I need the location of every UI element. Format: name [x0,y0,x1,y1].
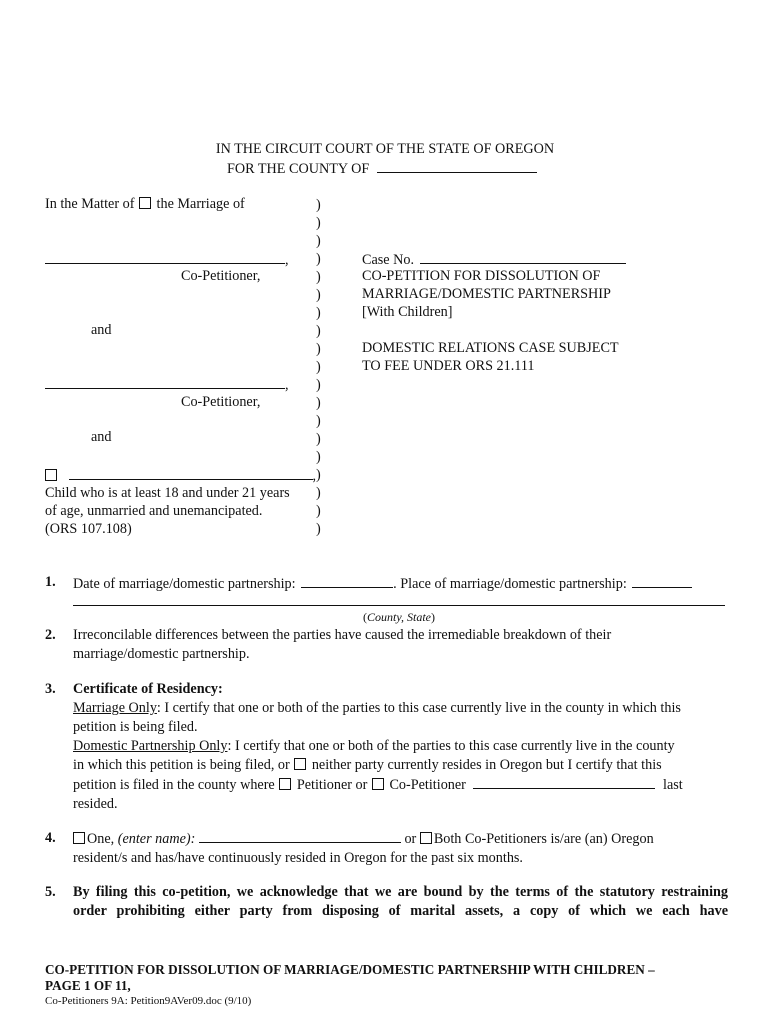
county-state-caption [73,609,725,626]
item-4-line-2: resident/s and has/have continuously resided in Oregon for the past six months. [73,850,523,866]
co-petitioner-checkbox[interactable] [372,778,384,790]
marriage-only-text: : I certify that one or both of the parties to this case currently live in the county in which this [156,700,681,716]
one-label: One, [87,831,118,847]
resident-name-field[interactable] [199,829,401,843]
or-label: or [400,831,420,847]
marriage-place-field-2[interactable] [73,590,725,606]
child-desc-1: Child who is at least 18 and under 21 years [45,485,290,501]
paren: ) [316,503,321,519]
domestic-partnership-text: : I certify that one or both of the parties to this case currently live in the county [227,738,675,754]
child-desc-2: of age, unmarried and unemancipated. [45,503,263,519]
document-title-2: MARRIAGE/DOMESTIC PARTNERSHIP [362,286,611,302]
child-name-line: , [45,466,316,485]
paren: ) [316,215,321,231]
paren: ) [316,413,321,429]
paren: ) [316,485,321,501]
item-2-line-2: marriage/domestic partnership. [73,646,250,662]
county-state-text: County, State [367,610,431,624]
case-number-line [362,250,626,269]
item-4-text [73,829,728,868]
county-field[interactable] [377,159,537,173]
enter-name-label: (enter name): [117,831,196,847]
paren: ) [316,251,321,267]
and-label-2: and [91,429,112,445]
paren: ) [316,287,321,303]
paren: ) [316,431,321,447]
item-2-number: 2. [45,627,56,643]
co-petitioner-1-name-line[interactable]: , [45,250,289,269]
item-5-text [73,883,728,921]
footer-doc-id: Co-Petitioners 9A: Petition9AVer09.doc (9/10) [45,995,252,1007]
case-no-label: Case No. [362,252,415,268]
co-petitioner-2-name-field[interactable] [45,375,285,389]
item-4-number: 4. [45,830,56,846]
dp-line-2-b: neither party currently resides in Oregon but I certify that this [311,757,662,773]
item-2-text [73,626,728,664]
paren: ) [316,233,321,249]
neither-party-checkbox[interactable] [294,758,306,770]
item-3-number: 3. [45,681,56,697]
paren: ) [316,197,321,213]
item-2-line-1: Irreconcilable differences between the parties have caused the irremediable breakdown of their [73,627,612,643]
document-title-3: [With Children] [362,304,453,320]
document-title-1: CO-PETITION FOR DISSOLUTION OF [362,268,601,284]
co-petitioner-1-name-field[interactable] [45,250,285,264]
footer-title-2: PAGE 1 OF 11, [45,978,131,993]
domestic-partnership-only-heading: Domestic Partnership Only [73,738,228,754]
fee-notice-1: DOMESTIC RELATIONS CASE SUBJECT [362,340,619,356]
item-5-line-1: By filing this co-petition, we acknowledge that we are bound by the terms of the statutory restraining [73,884,728,900]
county-label: FOR THE COUNTY OF [227,161,370,177]
dp-line-3-d: last [663,777,683,793]
co-petitioner-2-label: Co-Petitioner, [181,394,261,410]
both-label: Both Co-Petitioners is/are (an) Oregon [433,831,654,847]
paren: ) [316,359,321,375]
child-name-field[interactable] [69,466,313,480]
county-line [227,159,537,178]
paren: ) [316,341,321,357]
marriage-only-text-2: petition is being filed. [73,719,198,735]
last-resided-field[interactable] [473,775,655,789]
item-5-number: 5. [45,884,56,900]
both-copetitioners-checkbox[interactable] [420,832,432,844]
marriage-date-field[interactable] [301,574,393,588]
and-label-1: and [91,322,112,338]
in-matter-of-line [45,196,245,213]
co-petitioner-1-label: Co-Petitioner, [181,268,261,284]
dp-line-3-b: Petitioner or [296,777,368,793]
paren: ) [316,323,321,339]
item-3-text [73,680,728,814]
court-heading: IN THE CIRCUIT COURT OF THE STATE OF OREGON [215,141,555,157]
paren: ) [316,305,321,321]
item-5-line-2: order prohibiting either party from disposing of marital assets, a copy of which we each have [73,903,728,919]
child-desc-3: (ORS 107.108) [45,521,132,537]
item-1-number: 1. [45,574,56,590]
dp-line-3-a: petition is filed in the county where [73,777,275,793]
petitioner-checkbox[interactable] [279,778,291,790]
in-matter-of-label: In the Matter of [45,196,135,212]
county-state-open: ( [363,610,367,624]
marriage-date-label: Date of marriage/domestic partnership: [73,576,296,592]
co-petitioner-2-name-line[interactable]: , [45,375,289,394]
county-state-close: ) [431,610,435,624]
dp-line-4: resided. [73,796,118,812]
dp-line-3-c: Co-Petitioner [389,777,466,793]
dp-line-2-a: in which this petition is being filed, or [73,757,290,773]
paren: ) [316,377,321,393]
marriage-only-heading: Marriage Only [73,700,157,716]
fee-notice-2: TO FEE UNDER ORS 21.111 [362,358,535,374]
paren: ) [316,269,321,285]
marriage-place-label: . Place of marriage/domestic partnership: [393,576,627,592]
marriage-checkbox[interactable] [139,197,151,209]
footer-title-1: CO-PETITION FOR DISSOLUTION OF MARRIAGE/DOMESTIC PARTNERSHIP WITH CHILDREN – [45,962,655,977]
paren: ) [316,467,321,483]
residency-title: Certificate of Residency: [73,681,223,697]
one-copetitioner-checkbox[interactable] [73,832,85,844]
marriage-place-field-1[interactable] [632,574,692,588]
child-checkbox[interactable] [45,469,57,481]
case-number-field[interactable] [420,250,626,264]
paren: ) [316,521,321,537]
paren: ) [316,449,321,465]
paren: ) [316,395,321,411]
marriage-of-label: the Marriage of [156,196,245,212]
